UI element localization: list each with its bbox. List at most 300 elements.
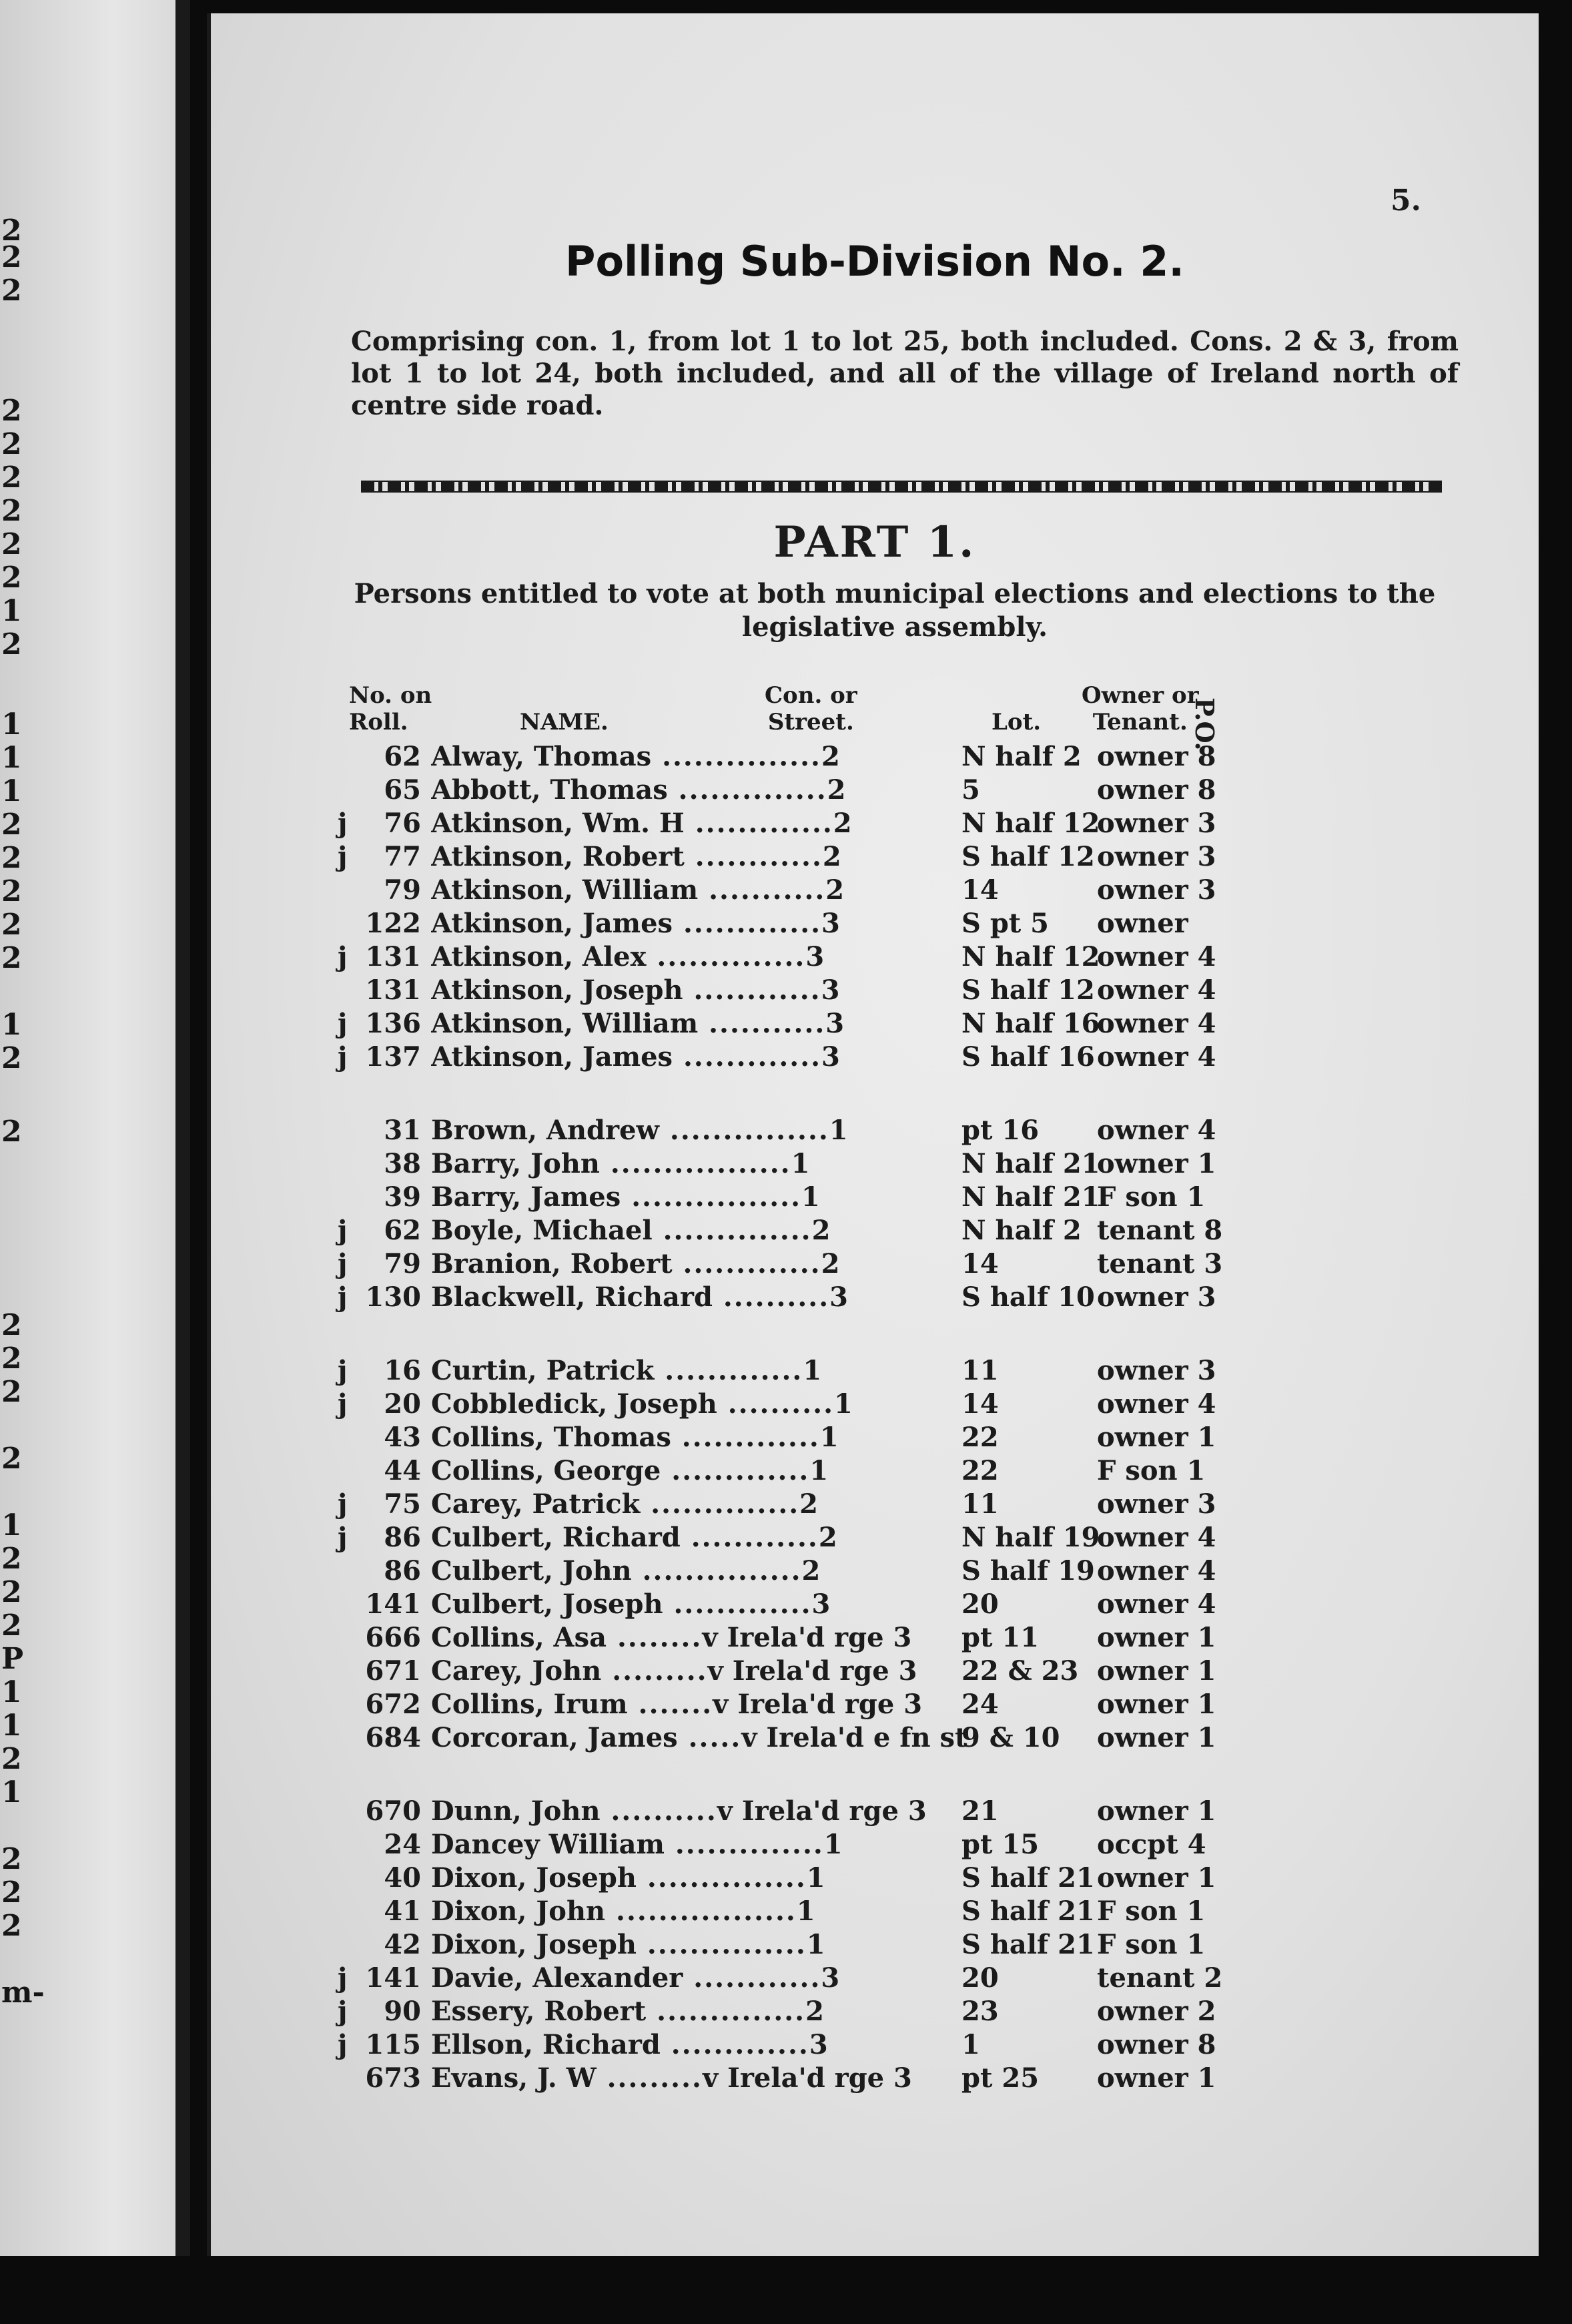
header-no-on-roll: No. on Roll. [349, 682, 432, 736]
voter-entry [211, 1896, 1539, 1929]
concession-or-street: 2 [811, 1215, 831, 1246]
margin-mark: 1 [1, 707, 22, 742]
concession-or-street: v Irela'd rge 3 [702, 2062, 912, 2094]
owner-or-tenant: owner 8 [1097, 774, 1216, 806]
concession-or-street: 3 [821, 908, 840, 939]
voter-entry [211, 741, 1539, 774]
voter-name: Alway, Thomas [431, 741, 652, 772]
roll-number: 38 [384, 1148, 421, 1179]
name-and-concession [431, 1215, 971, 1246]
lot: S half 12 [961, 841, 1095, 872]
concession-or-street: 1 [806, 1929, 825, 1960]
owner-or-tenant: owner 3 [1097, 1281, 1216, 1313]
owner-or-tenant: owner 4 [1097, 1588, 1216, 1620]
owner-or-tenant: owner 1 [1097, 1655, 1216, 1687]
margin-mark: 2 [1, 908, 22, 942]
concession-or-street: 2 [821, 741, 840, 772]
voter-entry [211, 1455, 1539, 1488]
margin-mark: 1 [1, 1775, 22, 1809]
owner-or-tenant: owner 4 [1097, 1522, 1216, 1553]
voter-entry [211, 908, 1539, 941]
leader-dots: ............... [636, 1862, 807, 1894]
document-page [207, 13, 1539, 2256]
voter-name: Collins, Thomas [431, 1422, 671, 1453]
margin-mark: 2 [1, 527, 22, 561]
name-and-concession [431, 1795, 971, 1827]
owner-or-tenant: owner 1 [1097, 1795, 1216, 1827]
voter-name: Carey, Patrick [431, 1488, 641, 1520]
owner-or-tenant: owner 3 [1097, 808, 1216, 839]
roll-number: 90 [384, 1996, 421, 2027]
leader-dots: .......... [712, 1281, 830, 1313]
voter-entry [211, 2062, 1539, 2096]
margin-mark: 1 [1, 774, 22, 808]
owner-or-tenant: owner 4 [1097, 1115, 1216, 1146]
lot: 22 & 23 [961, 1655, 1079, 1687]
name-and-concession [431, 2062, 971, 2094]
lot: 5 [961, 774, 980, 806]
name-and-concession [431, 1829, 971, 1860]
owner-or-tenant: tenant 2 [1097, 1962, 1223, 1994]
leader-dots: ............. [671, 1422, 820, 1453]
concession-or-street: 1 [809, 1455, 829, 1486]
voter-name: Dixon, Joseph [431, 1862, 637, 1894]
concession-or-street: 2 [818, 1522, 837, 1553]
name-and-concession [431, 1962, 971, 1994]
margin-mark: 2 [1, 1842, 22, 1876]
leader-dots: .............. [664, 1829, 824, 1860]
voter-name: Carey, John [431, 1655, 602, 1687]
lot: pt 11 [961, 1622, 1040, 1653]
name-and-concession [431, 1355, 971, 1386]
leader-dots: ............... [636, 1929, 807, 1960]
concession-or-street: 2 [833, 808, 852, 839]
lot: 11 [961, 1355, 999, 1386]
voter-name: Abbott, Thomas [431, 774, 668, 806]
concession-or-street: 1 [796, 1896, 815, 1927]
juror-mark: j [338, 1281, 348, 1313]
voter-name: Atkinson, Joseph [431, 974, 683, 1006]
margin-mark: 2 [1, 941, 22, 975]
owner-or-tenant: owner 8 [1097, 741, 1216, 772]
voter-entry [211, 974, 1539, 1008]
lot: 22 [961, 1422, 999, 1453]
name-and-concession [431, 1929, 971, 1960]
leader-dots: .............. [640, 1488, 800, 1520]
leader-dots: ............. [673, 1041, 822, 1073]
concession-or-street: 2 [822, 841, 841, 872]
roll-number: 130 [365, 1281, 421, 1313]
leader-dots: .............. [646, 941, 806, 972]
leader-dots: ......... [601, 1655, 708, 1687]
roll-number: 24 [384, 1829, 421, 1860]
leader-dots: ............. [663, 1588, 812, 1620]
voter-entry [211, 1588, 1539, 1622]
margin-mark: 2 [1, 274, 22, 308]
name-and-concession [431, 1622, 971, 1653]
name-and-concession [431, 1588, 971, 1620]
margin-mark: 2 [1, 1542, 22, 1576]
lot: N half 12 [961, 941, 1100, 972]
voter-name: Corcoran, James [431, 1722, 678, 1753]
voter-name: Evans, J. W [431, 2062, 597, 2094]
leader-dots: ....... [627, 1689, 713, 1720]
voter-entry [211, 1488, 1539, 1522]
owner-or-tenant: owner 1 [1097, 1148, 1216, 1179]
roll-number: 79 [384, 1248, 421, 1279]
margin-mark: 2 [1, 1375, 22, 1409]
margin-mark: 2 [1, 1875, 22, 1910]
name-and-concession [431, 1148, 971, 1179]
lot: S half 21 [961, 1896, 1095, 1927]
margin-mark: 2 [1, 1115, 22, 1149]
juror-mark: j [338, 1388, 348, 1420]
lot: N half 19 [961, 1522, 1100, 1553]
margin-mark: 2 [1, 1909, 22, 1943]
lot: 21 [961, 1795, 999, 1827]
juror-mark: j [338, 1248, 348, 1279]
margin-mark: 2 [1, 1575, 22, 1609]
concession-or-street: 1 [819, 1422, 839, 1453]
voter-name: Culbert, Joseph [431, 1588, 663, 1620]
leader-dots: ............. [661, 1455, 810, 1486]
lot: S half 21 [961, 1862, 1095, 1894]
name-and-concession [431, 1722, 971, 1753]
leader-dots: .............. [646, 1996, 806, 2027]
lot: S half 16 [961, 1041, 1095, 1073]
owner-or-tenant: F son 1 [1097, 1455, 1206, 1486]
voter-name: Atkinson, William [431, 1008, 699, 1039]
roll-number: 40 [384, 1862, 421, 1894]
name-and-concession [431, 1181, 971, 1213]
voter-entry [211, 1041, 1539, 1075]
part-heading: PART 1. [773, 517, 976, 567]
owner-or-tenant: owner 4 [1097, 1008, 1216, 1039]
voter-name: Branion, Robert [431, 1248, 673, 1279]
concession-or-street: 2 [825, 874, 845, 906]
lot: 24 [961, 1689, 999, 1720]
roll-number: 141 [365, 1588, 421, 1620]
leader-dots: ............. [660, 2029, 809, 2060]
concession-or-street: 3 [825, 1008, 845, 1039]
concession-or-street: v Irela'd rge 3 [707, 1655, 917, 1687]
facing-page-edge [0, 0, 190, 2256]
lot: pt 25 [961, 2062, 1040, 2094]
leader-dots: ................ [621, 1181, 802, 1213]
juror-mark: j [338, 841, 348, 872]
margin-mark: P [1, 1642, 24, 1676]
lot: 20 [961, 1588, 999, 1620]
owner-or-tenant: F son 1 [1097, 1896, 1206, 1927]
concession-or-street: 1 [791, 1148, 810, 1179]
voter-entry [211, 1355, 1539, 1388]
name-and-concession [431, 1455, 971, 1486]
name-and-concession [431, 774, 971, 806]
voter-entry [211, 1795, 1539, 1829]
header-name: NAME. [520, 709, 609, 736]
roll-number: 41 [384, 1896, 421, 1927]
roll-number: 131 [365, 974, 421, 1006]
leader-dots: ................. [599, 1148, 791, 1179]
voter-entry [211, 1722, 1539, 1755]
margin-mark: 2 [1, 1041, 22, 1075]
lot: pt 15 [961, 1829, 1040, 1860]
name-and-concession [431, 741, 971, 772]
leader-dots: .............. [667, 774, 827, 806]
owner-or-tenant: owner 4 [1097, 1555, 1216, 1586]
name-and-concession [431, 1422, 971, 1453]
owner-or-tenant: occpt 4 [1097, 1829, 1206, 1860]
voter-entry [211, 2029, 1539, 2062]
roll-number: 75 [384, 1488, 421, 1520]
owner-or-tenant: F son 1 [1097, 1181, 1206, 1213]
leader-dots: ................. [605, 1896, 797, 1927]
voter-entry [211, 1555, 1539, 1588]
lot: N half 2 [961, 1215, 1082, 1246]
roll-number: 42 [384, 1929, 421, 1960]
lot: N half 21 [961, 1181, 1100, 1213]
juror-mark: j [338, 1008, 348, 1039]
leader-dots: ............. [673, 908, 822, 939]
margin-mark: 2 [1, 841, 22, 875]
name-and-concession [431, 1896, 971, 1927]
roll-number: 666 [365, 1622, 421, 1653]
margin-mark: 1 [1, 1675, 22, 1709]
lot: 11 [961, 1488, 999, 1520]
voter-name: Dunn, John [431, 1795, 601, 1827]
header-con-or-street: Con. or Street. [765, 682, 857, 736]
owner-or-tenant: owner [1097, 908, 1188, 939]
margin-mark: 2 [1, 1308, 22, 1342]
margin-mark: 1 [1, 741, 22, 775]
owner-or-tenant: owner 4 [1097, 941, 1216, 972]
roll-number: 86 [384, 1555, 421, 1586]
page-number: 5. [1391, 184, 1421, 218]
concession-or-street: 2 [827, 774, 846, 806]
owner-or-tenant: owner 1 [1097, 1689, 1216, 1720]
voter-entry [211, 874, 1539, 908]
name-and-concession [431, 1281, 971, 1313]
concession-or-street: 1 [823, 1829, 843, 1860]
margin-mark: 2 [1, 461, 22, 495]
margin-mark: 2 [1, 808, 22, 842]
concession-or-street: 3 [809, 2029, 828, 2060]
margin-mark: 2 [1, 394, 22, 428]
margin-mark: 2 [1, 494, 22, 528]
owner-or-tenant: owner 3 [1097, 1355, 1216, 1386]
juror-mark: j [338, 1996, 348, 2027]
owner-or-tenant: owner 1 [1097, 2062, 1216, 2094]
owner-or-tenant: owner 3 [1097, 874, 1216, 906]
concession-or-street: 2 [801, 1555, 821, 1586]
owner-or-tenant: F son 1 [1097, 1929, 1206, 1960]
voter-name: Atkinson, Wm. H [431, 808, 685, 839]
concession-or-street: 2 [805, 1996, 824, 2027]
owner-or-tenant: owner 3 [1097, 1488, 1216, 1520]
margin-mark: m- [1, 1976, 45, 2010]
juror-mark: j [338, 808, 348, 839]
owner-or-tenant: owner 4 [1097, 974, 1216, 1006]
voter-entry [211, 808, 1539, 841]
voter-name: Dancey William [431, 1829, 665, 1860]
margin-mark: 1 [1, 594, 22, 628]
leader-dots: ..... [677, 1722, 742, 1753]
voter-entry [211, 1248, 1539, 1281]
name-and-concession [431, 1115, 971, 1146]
voter-name: Atkinson, William [431, 874, 699, 906]
owner-or-tenant: tenant 3 [1097, 1248, 1223, 1279]
header-po: P.O. [1190, 697, 1220, 751]
leader-dots: ............... [631, 1555, 802, 1586]
name-and-concession [431, 841, 971, 872]
margin-mark: 2 [1, 561, 22, 595]
concession-or-street: 1 [801, 1181, 820, 1213]
lot: S half 10 [961, 1281, 1095, 1313]
roll-number: 62 [384, 741, 421, 772]
owner-or-tenant: owner 1 [1097, 1722, 1216, 1753]
voter-entry [211, 1281, 1539, 1315]
name-and-concession [431, 1689, 971, 1720]
roll-number: 77 [384, 841, 421, 872]
roll-number: 79 [384, 874, 421, 906]
voter-entry [211, 1215, 1539, 1248]
voter-name: Atkinson, Robert [431, 841, 685, 872]
roll-number: 65 [384, 774, 421, 806]
leader-dots: ............... [659, 1115, 829, 1146]
leader-dots: ............ [684, 841, 823, 872]
name-and-concession [431, 1248, 971, 1279]
roll-number: 44 [384, 1455, 421, 1486]
owner-or-tenant: owner 1 [1097, 1422, 1216, 1453]
juror-mark: j [338, 1488, 348, 1520]
page-title: Polling Sub-Division No. 2. [565, 237, 1184, 286]
leader-dots: ............ [683, 1962, 821, 1994]
voter-entry [211, 774, 1539, 808]
roll-number: 31 [384, 1115, 421, 1146]
roll-number: 672 [365, 1689, 421, 1720]
roll-number: 115 [365, 2029, 421, 2060]
owner-or-tenant: owner 1 [1097, 1622, 1216, 1653]
concession-or-street: 1 [829, 1115, 848, 1146]
lot: S half 12 [961, 974, 1095, 1006]
roll-number: 122 [365, 908, 421, 939]
roll-number: 671 [365, 1655, 421, 1687]
voter-entry [211, 1181, 1539, 1215]
voter-entry [211, 1115, 1539, 1148]
margin-mark: 2 [1, 627, 22, 661]
leader-dots: ............. [654, 1355, 803, 1386]
lot: N half 21 [961, 1148, 1100, 1179]
concession-or-street: 1 [834, 1388, 853, 1420]
voter-entry [211, 1996, 1539, 2029]
voter-name: Dixon, Joseph [431, 1929, 637, 1960]
owner-or-tenant: owner 2 [1097, 1996, 1216, 2027]
owner-or-tenant: owner 4 [1097, 1388, 1216, 1420]
voter-name: Essery, Robert [431, 1996, 647, 2027]
margin-mark: 2 [1, 1609, 22, 1643]
roll-number: 39 [384, 1181, 421, 1213]
voter-name: Culbert, John [431, 1555, 632, 1586]
roll-number: 136 [365, 1008, 421, 1039]
owner-or-tenant: owner 1 [1097, 1862, 1216, 1894]
voter-entry [211, 1929, 1539, 1962]
concession-or-street: v Irela'd rge 3 [717, 1795, 927, 1827]
lot: S half 21 [961, 1929, 1095, 1960]
lot: N half 16 [961, 1008, 1100, 1039]
owner-or-tenant: owner 8 [1097, 2029, 1216, 2060]
juror-mark: j [338, 1355, 348, 1386]
margin-mark: 2 [1, 1442, 22, 1476]
margin-mark: 2 [1, 1342, 22, 1376]
owner-or-tenant: owner 4 [1097, 1041, 1216, 1073]
leader-dots: ............. [672, 1248, 821, 1279]
lot: 1 [961, 2029, 980, 2060]
roll-number: 137 [365, 1041, 421, 1073]
leader-dots: ........ [607, 1622, 703, 1653]
margin-mark: 2 [1, 874, 22, 908]
voter-name: Curtin, Patrick [431, 1355, 655, 1386]
margin-mark: 2 [1, 427, 22, 461]
subdivision-description: Comprising con. 1, from lot 1 to lot 25, both included. Cons. 2 & 3, from lot 1 to lot 24, both included, and all of the village of Ireland north of centre side road. [351, 326, 1459, 421]
owner-or-tenant: tenant 8 [1097, 1215, 1223, 1246]
name-and-concession [431, 1996, 971, 2027]
roll-number: 684 [365, 1722, 421, 1753]
leader-dots: ........... [698, 1008, 826, 1039]
lot: 14 [961, 1388, 999, 1420]
juror-mark: j [338, 941, 348, 972]
concession-or-street: v Irela'd rge 3 [702, 1622, 912, 1653]
name-and-concession [431, 1862, 971, 1894]
voter-entry [211, 941, 1539, 974]
roll-number: 20 [384, 1388, 421, 1420]
voter-name: Collins, Asa [431, 1622, 607, 1653]
name-and-concession [431, 2029, 971, 2060]
margin-mark: 1 [1, 1709, 22, 1743]
voter-name: Atkinson, James [431, 1041, 673, 1073]
voter-name: Collins, Irum [431, 1689, 628, 1720]
voter-entry [211, 1622, 1539, 1655]
roll-number: 16 [384, 1355, 421, 1386]
name-and-concession [431, 808, 971, 839]
page-gutter [175, 0, 190, 2256]
voter-entry [211, 1008, 1539, 1041]
leader-dots: .............. [652, 1215, 812, 1246]
voter-entry [211, 1655, 1539, 1689]
voter-entry [211, 841, 1539, 874]
roll-number: 76 [384, 808, 421, 839]
roll-number: 131 [365, 941, 421, 972]
lot: 20 [961, 1962, 999, 1994]
voter-entry [211, 1962, 1539, 1996]
leader-dots: ......... [596, 2062, 703, 2094]
name-and-concession [431, 1522, 971, 1553]
roll-number: 670 [365, 1795, 421, 1827]
name-and-concession [431, 874, 971, 906]
concession-or-street: v Irela'd e fn st [741, 1722, 967, 1753]
concession-or-street: 1 [803, 1355, 822, 1386]
concession-or-street: 3 [811, 1588, 831, 1620]
leader-dots: ........... [698, 874, 826, 906]
voter-entry [211, 1388, 1539, 1422]
name-and-concession [431, 1555, 971, 1586]
roll-number: 43 [384, 1422, 421, 1453]
roll-number: 673 [365, 2062, 421, 2094]
concession-or-street: 1 [806, 1862, 825, 1894]
name-and-concession [431, 908, 971, 939]
voter-name: Boyle, Michael [431, 1215, 653, 1246]
part-subheading: Persons entitled to vote at both municipal elections and elections to the legislative assembly. [354, 578, 1436, 643]
header-owner-or-tenant: Owner or Tenant. [1082, 682, 1199, 736]
